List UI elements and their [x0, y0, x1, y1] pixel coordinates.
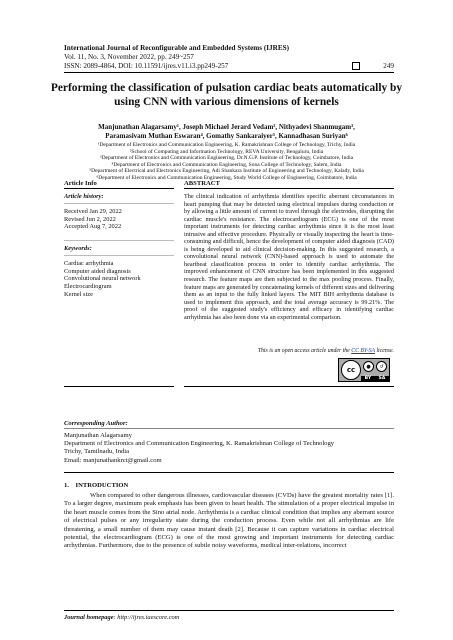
issn-doi: ISSN: 2089-4864, DOI: 10.11591/ijres.v11.i3.pp249-257: [64, 62, 229, 70]
affiliation-2: ²School of Computing and Information Technology, REVA University, Bengaluru, India: [129, 148, 324, 155]
affiliation-4: ⁴Department of Electronics and Communication Engineering, Sona College of Technology, Salem, India: [111, 161, 342, 168]
header-rule: [64, 72, 394, 73]
abstract-rule: [184, 188, 394, 189]
journal-homepage: [64, 614, 179, 621]
abstract-heading: ABSTRACT: [184, 180, 220, 187]
history-received: Received Jan 29, 2022: [64, 208, 122, 215]
history-label: Article history:: [64, 193, 104, 200]
corresponding-name: Manjunathan Alagarsamy: [64, 432, 132, 439]
cc-license-badge[interactable]: [338, 358, 390, 382]
abstract-bottom-rule: [184, 386, 394, 387]
affiliation-5: ⁵Department of Electrical and Electronics Engineering, Adi Shankara Institute of Engineering and Technology, Kalady, India: [89, 168, 364, 175]
cc-by-sa-link[interactable]: CC BY-SA: [351, 348, 375, 354]
introduction-heading: 1. INTRODUCTION: [64, 482, 129, 489]
cc-sa-label: SA: [378, 376, 386, 381]
share-alike-icon: ↺: [376, 361, 387, 372]
paper-title: Performing the classification of pulsation cardiac beats automatically by using CNN with various dimensions of kernels: [50, 82, 403, 108]
keywords-label: Keywords:: [64, 245, 92, 252]
authors: [40, 123, 413, 141]
authors-line-2: Paramasivam Muthan Eswaran⁴, Gomathy Sankaraiyer⁵, Kannadhasan Suriyan⁶: [105, 132, 348, 140]
article-history: [64, 193, 174, 231]
homepage-label: Journal homepage: [64, 614, 114, 621]
footer-rule: [64, 610, 394, 611]
corresponding-rule: [64, 428, 394, 429]
affiliations: [40, 142, 413, 182]
keyword-item: Cardiac arrhythmia: [64, 260, 114, 267]
article-info-heading: Article Info: [64, 180, 97, 187]
corresponding-dept: Department of Electronics and Communication Engineering, K. Ramakrishnan College of Technology: [64, 440, 335, 448]
history-accepted: Accepted Aug 7, 2022: [64, 223, 122, 231]
corresponding-details: [64, 432, 394, 465]
keyword-item: Kernel size: [64, 290, 93, 298]
cc-icon: cc: [341, 360, 361, 380]
keyword-item: Convolutional neural network: [64, 275, 141, 283]
affiliation-6: ⁶Department of Electronics and Communication Engineering, Study World College of Engineering, Coimbatore, India: [96, 174, 357, 181]
keywords-block: [64, 245, 174, 299]
page-number: 249: [383, 62, 394, 70]
history-revised: Revised Jun 2, 2022: [64, 215, 116, 223]
keywords-divider: [64, 255, 174, 256]
volume-info: Vol. 11, No. 3, November 2022, pp. 249~257: [64, 53, 194, 61]
keyword-item: Computer aided diagnosis: [64, 267, 131, 275]
person-icon: ●: [363, 361, 374, 372]
info-bottom-rule: [64, 386, 174, 387]
article-info-rule: [64, 188, 174, 189]
abstract-text: The clinical indication of arrhythmia identifies specific aberrant circumstances in heart pumping that may be detected using electrical impulses during conduction or by allowing a little amount of current to travel through the electrodes, disrupting the cardiac muscle's resistance. The electrocardiogram (ECG) is one of the most important instruments for detecting cardiac arrhythmia since it is the most least intrusive and effective procedure. Physically or visually inspecting the heart is time-consuming and difficult, hence the development of computer aided diagnosis (CAD) is being developed to aid clinical decision-making. In this suggested research, a convolutional neural network (CNN)-based approach is used to automate the heartbeat classification process in order to identify cardiac arrhythmia. The improved enhancement of CNN structure has been implemented in this suggested research. The feature maps are then subjected to the max pooling process. Finally, feature maps are generated by concatenating kernels of different sizes and delivering them as an input to the fully linked layers. The MIT BIH arrhythmia database is used to implement this approach, and the total average accuracy is 99.21%. The proof of the suggested study's efficiency and efficacy in identifying cardiac arrhythmia has also been done via an experimental comparison.: [184, 193, 394, 321]
corresponding-label: Corresponding Author:: [64, 420, 128, 427]
square-icon: [352, 62, 360, 70]
license-suffix: license.: [375, 348, 394, 354]
homepage-url[interactable]: : http://ijres.iaescore.com: [113, 614, 180, 621]
license-prefix: This is an open access article under the: [257, 348, 352, 354]
authors-line-1: Manjunathan Alagarsamy¹, Joseph Michael Jerard Vedam², Nithyadevi Shanmugam³,: [98, 123, 355, 131]
history-divider: [64, 203, 174, 204]
affiliation-3: ³Department of Electronics and Communication Engineering, Dr.N.G.P. Institute of Technology, Coimbatore, India: [99, 155, 354, 162]
journal-name: International Journal of Reconfigurable and Embedded Systems (IJRES): [64, 44, 290, 52]
keyword-item: Electrocardiogram: [64, 283, 112, 291]
corresponding-bottom-rule: [64, 472, 394, 473]
license-line: [184, 348, 394, 354]
keywords-rule-top: [64, 240, 174, 241]
corresponding-email: Email: manjunathankrct@gmail.com: [64, 456, 162, 464]
corresponding-city: Trichy, Tamilnadu, India: [64, 448, 130, 456]
introduction-text: When compared to other dangerous illnesses, cardiovascular diseases (CVDs) have the greatest mortality rates [1]. To a larger degree, maximum peak emphasis has been given to heart health. The stimulation of a proper electrical impulse in the heart muscle comes from the Sino atrial node. Arrhythmia is a cardiac clinical condition that implies any aberrant source of electrical pulses or any irregularity state during the conduction process. Even while not all arrhythmias are life threatening, a small number of them may cause instant death [2]. Because it can capture variations in cardiac electrical potential, the electrocardiogram (ECG) is one of the most growing and important instruments for detecting cardiac arrhythmias. Furthermore, due to the presence of subtle noisy waveforms, medical inter-relations, incorrect: [64, 492, 394, 550]
cc-by-label: BY: [364, 376, 372, 381]
affiliation-1: ¹Department of Electronics and Communication Engineering, K. Ramakrishnan College of Technology, Trichy, India: [97, 142, 356, 148]
